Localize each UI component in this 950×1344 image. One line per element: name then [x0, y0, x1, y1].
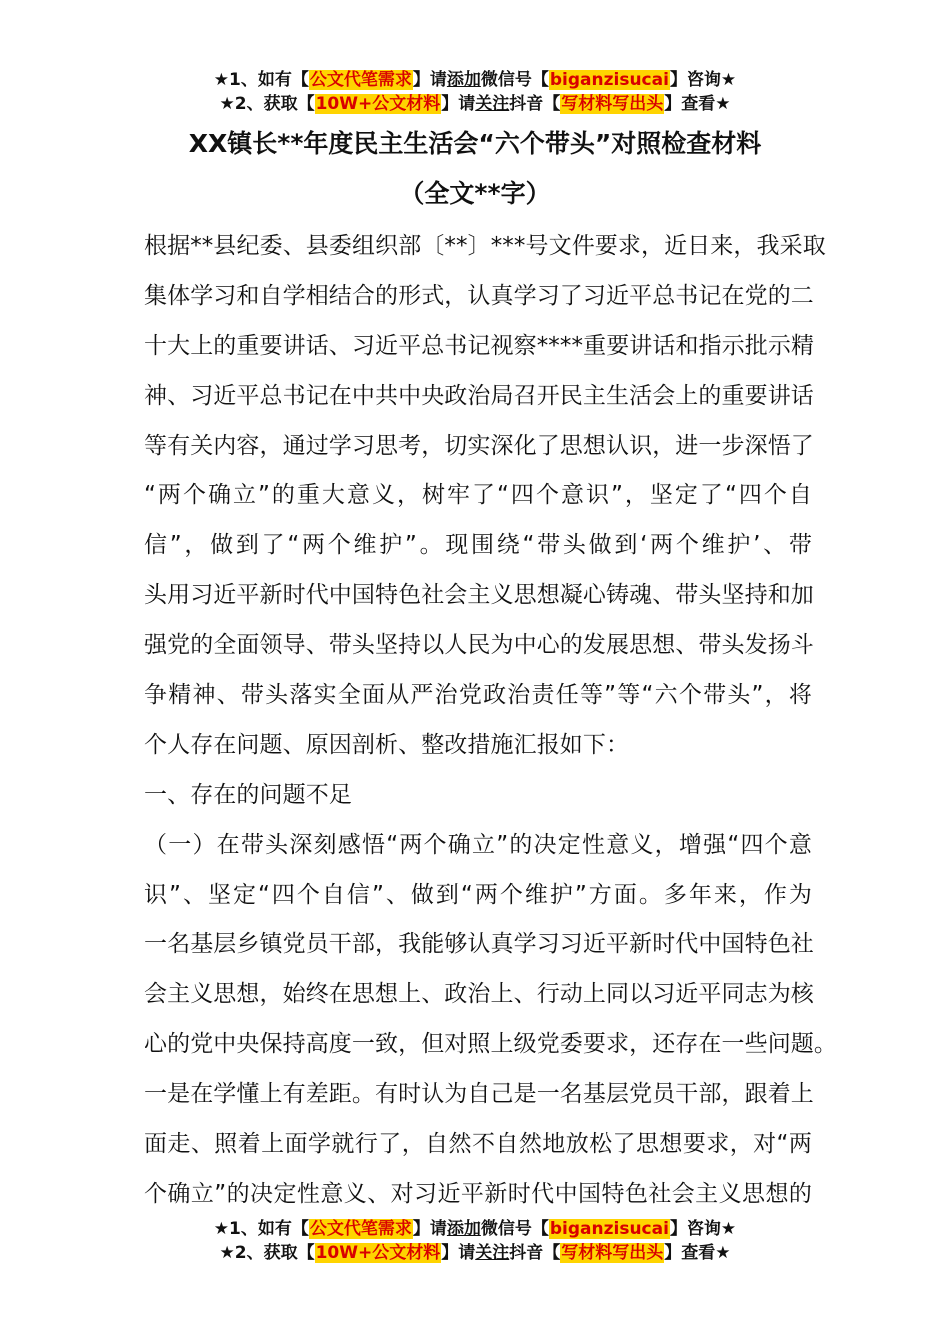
promo-footer	[0, 1217, 950, 1265]
body-line: 个确立”的决定性意义、对习近平新时代中国特色社会主义思想的	[144, 1180, 812, 1207]
document-subtitle: （全文**字）	[399, 179, 551, 208]
body-line: 个人存在问题、原因剖析、整改措施汇报如下：	[144, 731, 630, 758]
highlight-service: 公文代笔需求	[309, 70, 412, 90]
body-line: 会主义思想，始终在思想上、政治上、行动上同以习近平同志为核	[144, 981, 814, 1008]
body-line: 心的党中央保持高度一致，但对照上级党委要求，还存在一些问题。	[144, 1031, 837, 1058]
body-line: “两个确立”的重大意义，树牢了“四个意识”，坚定了“四个自	[144, 482, 812, 509]
body-line: 一名基层乡镇党员干部，我能够认真学习习近平新时代中国特色社	[144, 931, 814, 958]
body-line: 头用习近平新时代中国特色社会主义思想凝心铸魂、带头坚持和加	[144, 582, 814, 609]
promo-line-2: ★2、获取【10W+公文材料】请关注抖音【写材料写出头】查看★	[219, 1243, 731, 1263]
body-line: 强党的全面领导、带头坚持以人民为中心的发展思想、带头发扬斗	[144, 632, 814, 659]
highlight-wechat-id: biganzisucai	[549, 1219, 669, 1239]
body-line: 一是在学懂上有差距。有时认为自己是一名基层党员干部，跟着上	[144, 1081, 814, 1108]
promo-line-1: ★1、如有【公文代笔需求】请添加微信号【biganzisucai】咨询★	[213, 1219, 737, 1239]
promo-line-2: ★2、获取【10W+公文材料】请关注抖音【写材料写出头】查看★	[219, 94, 731, 114]
body-line: 等有关内容，通过学习思考，切实深化了思想认识，进一步深悟了	[144, 432, 814, 459]
body-line: （一）在带头深刻感悟“两个确立”的决定性意义，增强“四个意	[144, 831, 812, 858]
promo-line-1: ★1、如有【公文代笔需求】请添加微信号【biganzisucai】咨询★	[213, 70, 737, 90]
section-heading: 一、存在的问题不足	[144, 781, 352, 808]
body-line: 面走、照着上面学就行了，自然不自然地放松了思想要求，对“两	[144, 1131, 812, 1158]
highlight-wechat-id: biganzisucai	[549, 70, 669, 90]
highlight-douyin-account: 写材料写出头	[561, 94, 664, 114]
body-line: 神、习近平总书记在中共中央政治局召开民主生活会上的重要讲话	[144, 382, 814, 409]
highlight-service: 公文代笔需求	[309, 1219, 412, 1239]
body-line: 十大上的重要讲话、习近平总书记视察****重要讲话和指示批示精	[144, 332, 815, 359]
highlight-douyin-account: 写材料写出头	[561, 1243, 664, 1263]
body-line: 识”、坚定“四个自信”、做到“两个维护”方面。多年来，作为	[144, 881, 812, 908]
highlight-materials: 10W+公文材料	[315, 94, 441, 114]
document-body	[144, 222, 837, 1220]
document-title: XX镇长**年度民主生活会“六个带头”对照检查材料	[188, 129, 762, 158]
promo-header	[0, 68, 950, 116]
body-line: 根据**县纪委、县委组织部〔**〕***号文件要求，近日来，我采取	[144, 233, 826, 259]
body-line: 争精神、带头落实全面从严治党政治责任等”等“六个带头”，将	[144, 682, 812, 709]
highlight-materials: 10W+公文材料	[315, 1243, 441, 1263]
body-line: 集体学习和自学相结合的形式，认真学习了习近平总书记在党的二	[144, 282, 814, 309]
body-line: 信”，做到了“两个维护”。现围绕“带头做到‘两个维护’、带	[144, 532, 812, 559]
